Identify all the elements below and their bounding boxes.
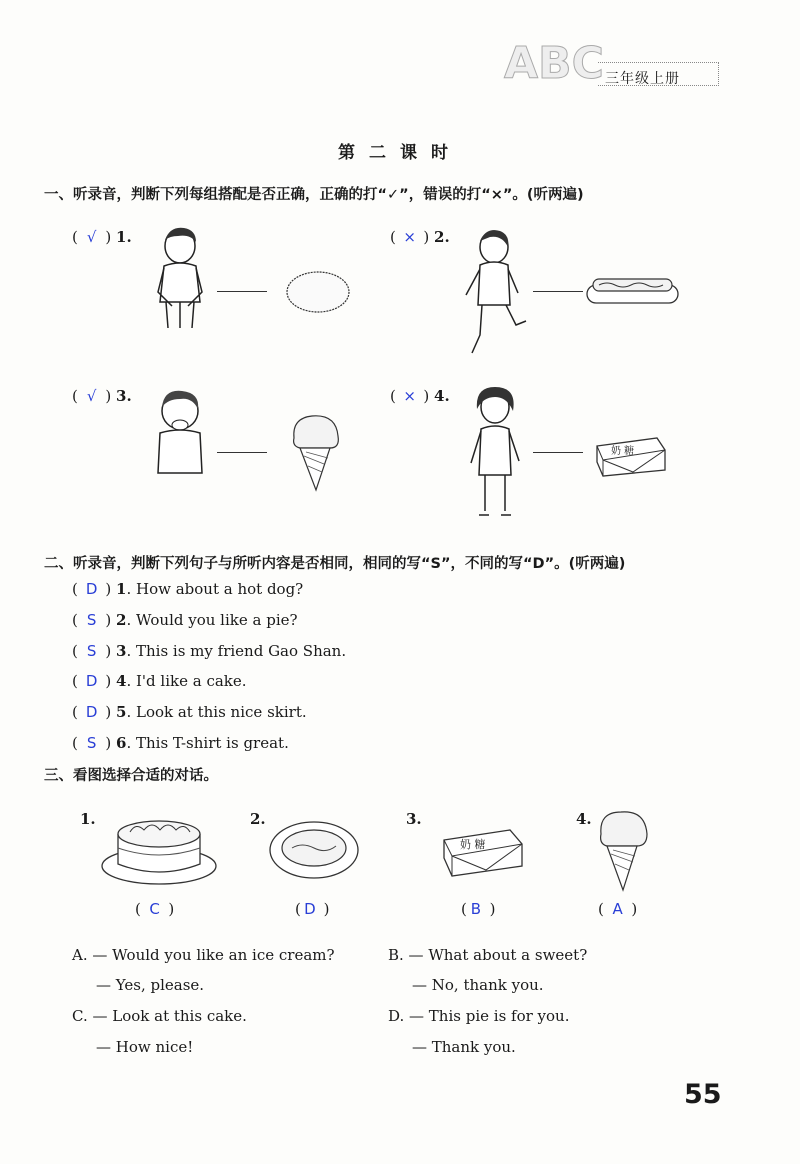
ice-cream-icon [595,808,651,892]
s2-item1-number: 1 [116,580,127,598]
s2-item: ( S ) 6. This T-shirt is great. [72,734,289,752]
s3-pic1-answer: C [149,900,160,918]
match-line [533,291,583,292]
s2-item3-answer: S [86,642,97,660]
s2-item6-number: 6 [116,734,127,752]
s2-item6-text: . This T-shirt is great. [126,734,289,752]
s2-item3-number: 3 [116,642,127,660]
match-line [217,452,267,453]
s3-pic3-answer-box: ( B ) [461,900,496,918]
s1-item2-answer: × [403,228,416,246]
abc-logo-text: ABC [504,38,604,89]
s3-pic3-number: 3. [406,810,422,828]
s1-item1-number: 1. [116,228,132,246]
lesson-title: 第二课时 [338,143,462,163]
abc-logo-icon [500,38,604,90]
s2-item: ( S ) 3. This is my friend Gao Shan. [72,642,347,660]
pie-food-icon [285,270,351,314]
s1-item1-answer: √ [86,228,97,246]
grade-label: 三年级上册 [605,71,680,87]
s1-item3-number: 3. [116,387,132,405]
boy-icon [150,222,210,332]
s2-item5-text: . Look at this nice skirt. [126,703,307,721]
hot-dog-icon [585,275,680,307]
pie-plate-icon [268,820,360,880]
s2-item4-text: . I'd like a cake. [126,672,247,690]
eating-boy-icon [150,385,212,480]
s3-pic1-answer-box: ( C ) [135,900,175,918]
ice-cream-food-icon [288,412,342,492]
running-boy-icon [460,225,530,360]
dialogue-a-line2: — Yes, please. [96,976,205,994]
s1-item3-answer: √ [86,387,97,405]
sweet-box-label-2: 奶 糖 [460,838,486,851]
dialogue-a-line1: A. — Would you like an ice cream? [72,946,335,964]
s3-pic4-answer: A [612,900,623,918]
cake-icon [100,808,218,886]
section3-instruction: 三、看图选择合适的对话。 [44,768,218,784]
s2-item4-number: 4 [116,672,127,690]
s1-item4-answer-box: ( × ) 4. [390,387,450,405]
s3-pic3-answer: B [470,900,481,918]
dialogue-c-line1: C. — Look at this cake. [72,1007,247,1025]
page-number: 55 [684,1079,722,1110]
s2-item: ( D ) 5. Look at this nice skirt. [72,703,307,721]
dialogue-c-line2: — How nice! [96,1038,194,1056]
s3-pic2-number: 2. [250,810,266,828]
sweet-box-icon [440,822,526,880]
s1-item2-number: 2. [434,228,450,246]
dialogue-d-line2: — Thank you. [412,1038,516,1056]
s1-item3-answer-box: ( √ ) 3. [72,387,132,405]
s2-item2-number: 2 [116,611,127,629]
s2-item6-answer: S [86,734,97,752]
s2-item2-answer: S [86,611,97,629]
s1-item4-answer: × [403,387,416,405]
dialogue-b-line2: — No, thank you. [412,976,544,994]
s2-item3-text: . This is my friend Gao Shan. [126,642,347,660]
s1-item2-answer-box: ( × ) 2. [390,228,450,246]
dialogue-d-line1: D. — This pie is for you. [388,1007,570,1025]
s2-item1-answer: D [85,580,98,598]
s3-pic2-answer-box: ( D ) [295,900,330,918]
s1-item1-answer-box: ( √ ) 1. [72,228,132,246]
s3-pic2-answer: D [304,900,316,918]
girl-icon [465,385,525,523]
s2-item: ( D ) 1. How about a hot dog? [72,580,304,598]
s2-item: ( S ) 2. Would you like a pie? [72,611,298,629]
s1-item4-number: 4. [434,387,450,405]
s2-item2-text: . Would you like a pie? [126,611,298,629]
section2-instruction: 二、听录音，判断下列句子与所听内容是否相同，相同的写“S”，不同的写“D”。(听两遍) [44,556,626,572]
s3-pic4-number: 4. [576,810,592,828]
section1-instruction: 一、听录音，判断下列每组搭配是否正确，正确的打“✓”，错误的打“×”。(听两遍) [44,187,584,203]
s3-pic1-number: 1. [80,810,96,828]
dialogue-b-line1: B. — What about a sweet? [388,946,588,964]
sweet-box-label: 奶 糖 [611,446,635,457]
s2-item1-text: . How about a hot dog? [126,580,304,598]
sweet-box-icon [593,430,669,478]
match-line [217,291,267,292]
s3-pic4-answer-box: ( A ) [598,900,638,918]
s2-item5-answer: D [85,703,98,721]
s2-item5-number: 5 [116,703,127,721]
s2-item4-answer: D [85,672,98,690]
match-line [533,452,583,453]
s2-item: ( D ) 4. I'd like a cake. [72,672,247,690]
